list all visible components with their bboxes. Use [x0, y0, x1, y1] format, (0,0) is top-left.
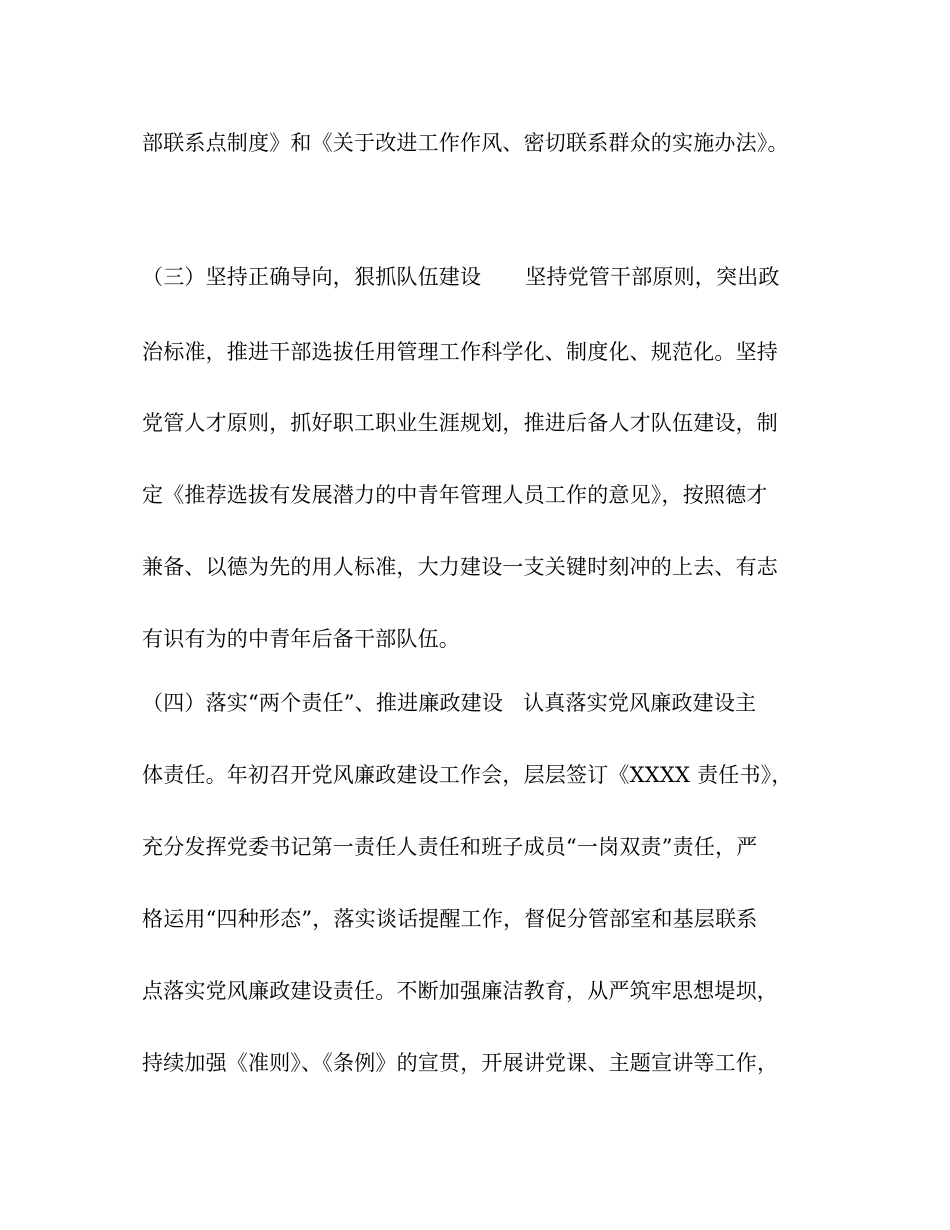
paragraph-text: 坚持党管干部原则，突出政 — [525, 265, 780, 289]
paragraph-line: 格运用“四种形态”，落实谈话提醒工作，督促分管部室和基层联系 — [142, 907, 758, 931]
section-heading-4: （四）落实“两个责任”、推进廉政建设 — [142, 691, 504, 715]
paragraph-text: 认真落实党风廉政建设主 — [523, 691, 757, 715]
section-heading-3: （三）坚持正确导向，狠抓队伍建设 — [142, 265, 482, 289]
paragraph-line: 治标准，推进干部选拔任用管理工作科学化、制度化、规范化。坚持 — [142, 340, 778, 364]
paragraph-line: 体责任。年初召开党风廉政建设工作会，层层签订《XXXX 责任书》， — [142, 763, 793, 787]
paragraph-line: 兼备、以德为先的用人标准，大力建设一支关键时刻冲的上去、有志 — [142, 555, 778, 579]
section-heading-line — [142, 262, 812, 292]
paragraph-line: 定《推荐选拔有发展潜力的中青年管理人员工作的意见》，按照德才 — [142, 483, 768, 507]
paragraph-line: 持续加强《准则》、《条例》的宣贯，开展讲党课、主题宣讲等工作， — [142, 1051, 779, 1075]
paragraph-line: 党管人才原则，抓好职工职业生涯规划，推进后备人才队伍建设，制 — [142, 411, 778, 435]
section-heading-line — [142, 688, 812, 718]
paragraph-line: 充分发挥党委书记第一责任人责任和班子成员“一岗双责”责任，严 — [142, 835, 758, 859]
paragraph-line: 部联系点制度》和《关于改进工作作风、密切联系群众的实施办法》。 — [142, 131, 789, 155]
paragraph-line: 点落实党风廉政建设责任。不断加强廉洁教育，从严筑牢思想堤坝， — [142, 979, 778, 1003]
paragraph-line: 有识有为的中青年后备干部队伍。 — [142, 627, 460, 651]
